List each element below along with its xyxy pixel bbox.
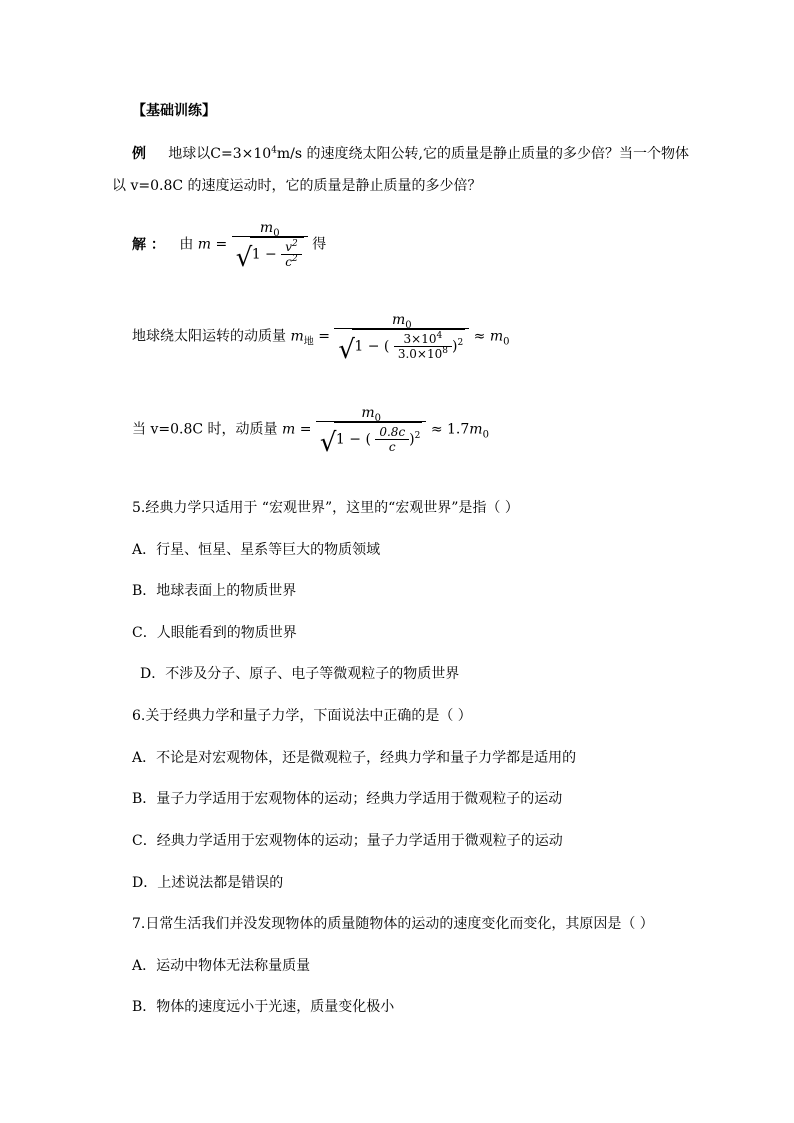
question-5-option-a: A．行星、恒星、星系等巨大的物质领域: [132, 542, 381, 558]
moving-root-post-exp: 2: [414, 430, 421, 441]
example-text-1: 地球以: [168, 146, 211, 162]
question-6-option-d: D．上述说法都是错误的: [132, 875, 284, 891]
earth-result: m: [489, 328, 504, 345]
earth-formula: [132, 312, 509, 361]
question-5-option-b: B．地球表面上的物质世界: [132, 583, 297, 599]
solution-post: 得: [312, 236, 327, 253]
question-6-option-b: B．量子力学适用于宏观物体的运动；经典力学适用于微观粒子的运动: [132, 791, 563, 807]
moving-num: m: [361, 405, 375, 421]
earth-sqrt: [338, 329, 465, 361]
earth-inner-den-exp: 8: [442, 346, 448, 356]
solution-c: c: [285, 255, 292, 269]
earth-inner-den: 3.0×10: [397, 347, 443, 361]
earth-lhs: m: [290, 328, 304, 345]
solution-v-exp: 2: [292, 239, 298, 249]
question-5-stem: 5.经典力学只适用于 “宏观世界”，这里的“宏观世界”是指（ ）: [132, 500, 519, 516]
solution-formula: [132, 220, 326, 269]
moving-lhs: m =: [281, 421, 312, 438]
example-label: 例: [132, 146, 146, 162]
earth-fraction: [334, 312, 469, 361]
earth-num-sub: 0: [405, 319, 412, 331]
moving-formula: [132, 405, 489, 454]
earth-root-post: ): [451, 338, 458, 355]
moving-root-post: ): [409, 431, 415, 448]
example-text-2: 的速度绕太阳公转,它的质量是静止质量的多少倍？当一个物体: [306, 146, 689, 162]
earth-lhs-sub: 地: [303, 336, 314, 348]
example-line-1: [132, 144, 689, 164]
example-c-unit: m/s: [276, 146, 303, 162]
earth-inner-num-exp: 4: [436, 331, 443, 341]
question-5-option-c: C．人眼能看到的物质世界: [132, 625, 297, 641]
moving-sqrt: [320, 422, 422, 454]
example-line-2: 以 v=0.8C 的速度运动时，它的质量是静止质量的多少倍？: [112, 178, 482, 194]
moving-num-sub: 0: [374, 412, 381, 424]
solution-fraction: [232, 220, 308, 269]
solution-label: 解 ：: [132, 236, 165, 253]
example-c-exp: 4: [271, 145, 277, 156]
solution-num: m: [259, 220, 274, 236]
earth-eq: =: [318, 328, 330, 345]
solution-sqrt: [236, 237, 304, 269]
moving-text: 当 v=0.8C 时，动质量: [132, 421, 278, 438]
moving-inner-num: 0.8c: [375, 425, 409, 440]
question-5-option-d: D．不涉及分子、原子、电子等微观粒子的物质世界: [140, 666, 460, 682]
earth-result-sub: 0: [503, 336, 510, 348]
question-6-option-c: C．经典力学适用于宏观物体的运动；量子力学适用于微观粒子的运动: [132, 833, 563, 849]
question-7-option-a: A．运动中物体无法称量质量: [132, 958, 311, 974]
moving-root-pre: 1 − (: [335, 431, 371, 448]
earth-num: m: [391, 312, 406, 328]
solution-num-sub: 0: [273, 227, 280, 239]
question-7-option-b: B．物体的速度远小于光速，质量变化极小: [132, 999, 395, 1015]
moving-result: m: [469, 421, 483, 438]
solution-c-exp: 2: [292, 254, 298, 264]
moving-inner-den: c: [388, 440, 396, 454]
earth-root-pre: 1 − (: [354, 338, 390, 355]
question-6-option-a: A．不论是对宏观物体，还是微观粒子，经典力学和量子力学都是适用的: [132, 750, 577, 766]
question-7-stem: 7.日常生活我们并没发现物体的质量随物体的运动的速度变化而变化，其原因是（ ）: [132, 916, 654, 932]
earth-text: 地球绕太阳运转的动质量: [132, 328, 286, 345]
solution-pre: 由: [179, 236, 194, 253]
moving-approx: ≈ 1.7: [430, 421, 470, 438]
section-title: 【基础训练】: [132, 103, 216, 119]
example-c-expr: C=3×10: [210, 146, 272, 162]
solution-root-pre: 1 −: [251, 246, 277, 263]
moving-result-sub: 0: [482, 429, 489, 441]
earth-approx: ≈: [473, 328, 486, 345]
moving-fraction: [316, 405, 426, 454]
question-6-stem: 6.关于经典力学和量子力学，下面说法中正确的是（ ）: [132, 708, 472, 724]
solution-v: v: [285, 240, 293, 254]
solution-lhs: m =: [197, 236, 228, 253]
earth-root-post-exp: 2: [457, 337, 464, 348]
earth-inner-num: 3×10: [403, 332, 437, 346]
